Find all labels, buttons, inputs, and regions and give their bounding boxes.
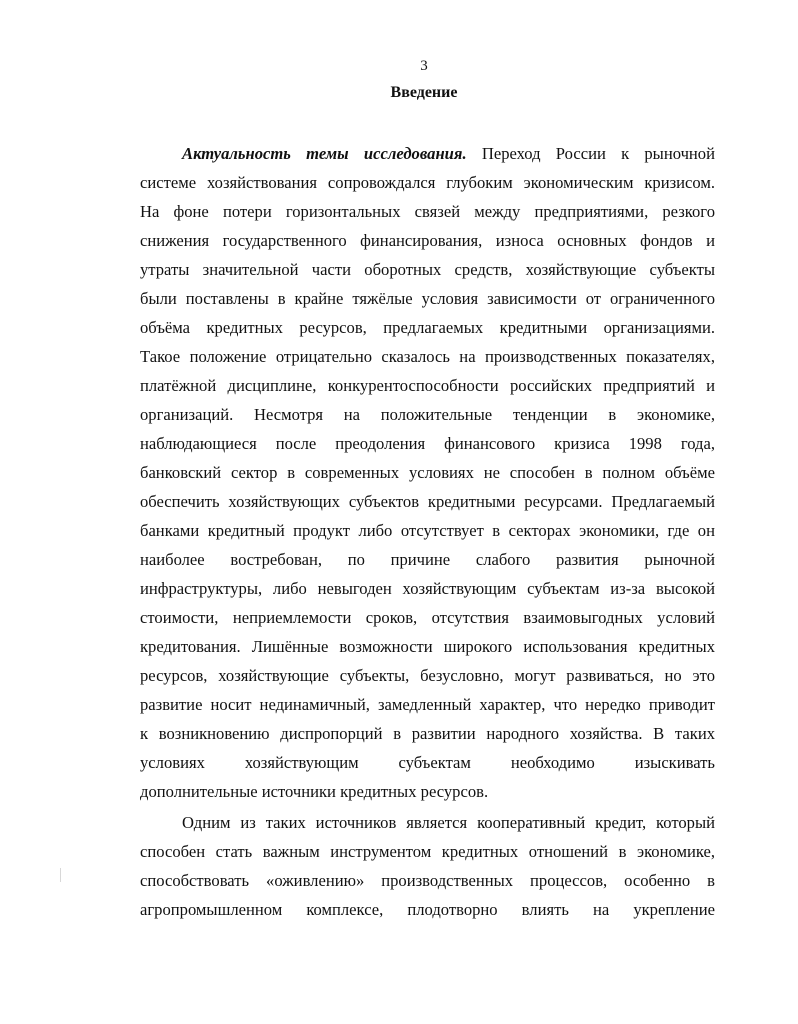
- paragraph-line: наиболее востребован, по причине слабого развития рыночной: [140, 550, 715, 569]
- paragraph-line: системе хозяйствования сопровождался глубоким экономическим кризисом.: [140, 173, 715, 192]
- paragraph-line: банковский сектор в современных условиях не способен в полном объёме: [140, 463, 715, 482]
- paragraph-line: обеспечить хозяйствующих субъектов кредитными ресурсами. Предлагаемый: [140, 492, 715, 511]
- section-heading: Введение: [390, 84, 458, 101]
- paragraph-line: были поставлены в крайне тяжёлые условия зависимости от ограниченного: [140, 289, 715, 308]
- scan-artifact: [60, 868, 61, 882]
- paragraph-line: инфраструктуры, либо невыгоден хозяйствующим субъектам из-за высокой: [140, 579, 715, 598]
- paragraph-line: стоимости, неприемлемости сроков, отсутствия взаимовыгодных условий: [140, 608, 715, 627]
- paragraph-line: агропромышленном комплексе, плодотворно влиять на укрепление: [140, 900, 715, 919]
- paragraph-last-line: дополнительные источники кредитных ресурсов.: [140, 782, 489, 801]
- paragraph-line: ресурсов, хозяйствующие субъекты, безусловно, могут развиваться, но это: [140, 666, 715, 685]
- paragraph-line: условиях хозяйствующим субъектам необходимо изыскивать: [140, 753, 715, 772]
- paragraph-line: банками кредитный продукт либо отсутствует в секторах экономики, где он: [140, 521, 715, 540]
- paragraph-line: Такое положение отрицательно сказалось на производственных показателях,: [140, 347, 715, 366]
- paragraph-line: утраты значительной части оборотных средств, хозяйствующие субъекты: [140, 260, 715, 279]
- lead-phrase: Актуальность темы исследования.: [182, 144, 467, 163]
- paragraph-line: к возникновению диспропорций в развитии народного хозяйства. В таких: [140, 724, 715, 743]
- paragraph-line: наблюдающиеся после преодоления финансового кризиса 1998 года,: [140, 434, 715, 453]
- paragraph-line: На фоне потери горизонтальных связей между предприятиями, резкого: [140, 202, 715, 221]
- paragraph-line: способствовать «оживлению» производственных процессов, особенно в: [140, 871, 715, 890]
- lead-continuation: Переход России к рыночной: [466, 144, 715, 163]
- paragraph-line: Одним из таких источников является кооперативный кредит, который: [182, 813, 715, 832]
- paragraph-line: способен стать важным инструментом кредитных отношений в экономике,: [140, 842, 715, 861]
- paragraph-line: организаций. Несмотря на положительные тенденции в экономике,: [140, 405, 715, 424]
- paragraph-line: платёжной дисциплине, конкурентоспособности российских предприятий и: [140, 376, 715, 395]
- paragraph-line: [182, 141, 715, 167]
- paragraph-line: кредитования. Лишённые возможности широкого использования кредитных: [140, 637, 715, 656]
- paragraph-line: объёма кредитных ресурсов, предлагаемых кредитными организациями.: [140, 318, 715, 337]
- page-number: 3: [420, 58, 428, 74]
- paragraph-line: снижения государственного финансирования, износа основных фондов и: [140, 231, 715, 250]
- paragraph-line: развитие носит нединамичный, замедленный характер, что нередко приводит: [140, 695, 715, 714]
